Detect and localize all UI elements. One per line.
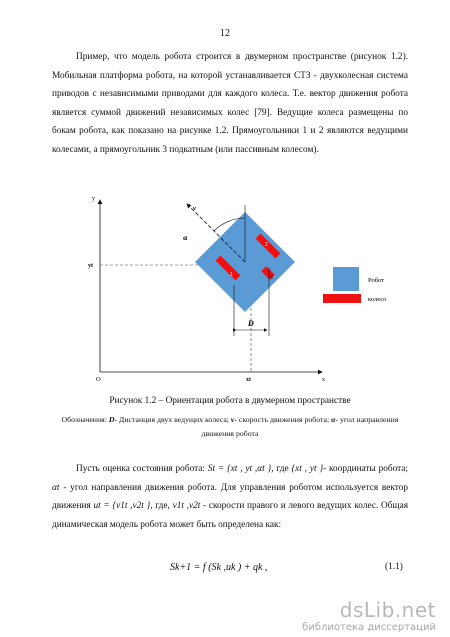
d-label: D xyxy=(248,319,254,328)
watermark-subtitle: библиотека диссертаций xyxy=(302,622,436,633)
v-label: v xyxy=(193,205,196,212)
equation-number: (1.1) xyxy=(385,562,403,572)
watermark-logo: dsLib.net xyxy=(339,598,436,622)
equation: Sk+1 = f (Sk ,uk ) + qk , xyxy=(170,562,268,573)
wheel-number-2: 2 xyxy=(265,242,268,248)
figure-caption: Рисунок 1.2 – Ориентация робота в двумерном пространстве xyxy=(109,396,351,406)
wheel-number-3: 3 xyxy=(270,275,273,281)
alpha-label: α xyxy=(183,233,188,242)
legend-wheel-label: колесо xyxy=(368,296,387,303)
legend-robot-label: Робот xyxy=(368,277,385,284)
yt-label: yt xyxy=(88,263,93,269)
paragraph-2: Пусть оценка состояния робота: St = {xt , yt ,αt }, где {xt , yt }- координаты робота; αt - угол направления движения робота. Для управления роботом используется вектор движения ut = {v1t ,v2t }, где, v1t ,v2t - скорости правого и левого ведущих колес. Общая динамическая модель робота может быть определена как: xyxy=(52,464,409,530)
figure-note: Обозначения: D- Дистанция двух ведущих колеса; v- скорость движения робота; α- угол направления движения робота xyxy=(61,415,399,438)
wheel-number-1: 1 xyxy=(230,272,233,278)
paragraph-1: Пример, что модель робота строится в двумерном пространстве (рисунок 1.2). Мобильная платформа робота, на которой устанавливается СТЗ - двухколесная система приводов с независимыми приводами для каждого колеса. Т.е. вектор движения робота является суммой движений независимых колес [79]. Ведущие колеса размещены по бокам робота, как показано на рисунке 1.2. Прямоугольники 1 и 2 являются ведущими колесами, а прямоугольник 3 подкатным (или пассивным колесом). xyxy=(52,52,408,155)
legend-robot-swatch xyxy=(333,267,359,291)
legend-wheel-swatch xyxy=(323,294,361,303)
watermark xyxy=(302,598,436,633)
y-axis-label: y xyxy=(92,196,95,202)
xt-label: xt xyxy=(246,377,251,383)
x-axis-label: x xyxy=(322,377,325,383)
origin-label: O xyxy=(96,376,101,383)
page-number: 12 xyxy=(220,28,230,39)
robot-orientation-figure xyxy=(85,190,420,390)
